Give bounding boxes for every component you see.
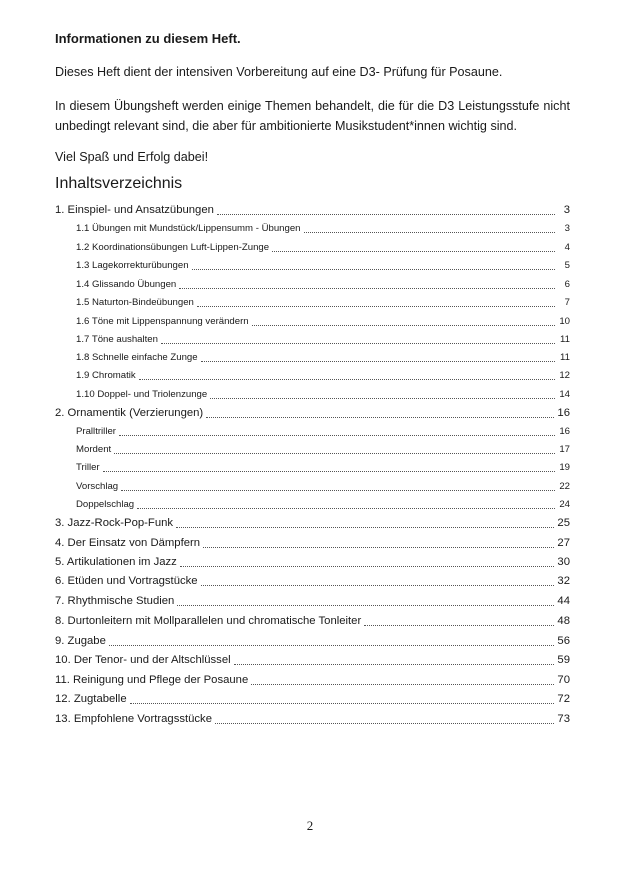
toc-subentry [76, 334, 570, 345]
toc-subentry [76, 279, 570, 290]
toc-entry-page: 59 [557, 654, 570, 666]
toc-dot-leader [215, 723, 554, 724]
toc-entry-page: 7 [564, 297, 570, 308]
toc-entry-page: 6 [564, 279, 570, 290]
toc-entry-label: 2. Ornamentik (Verzierungen) [55, 407, 204, 419]
toc-entry-page: 10 [559, 316, 570, 327]
toc-subentry [76, 352, 570, 363]
toc-entry-label: 1.1 Übungen mit Mundstück/Lippensumm - Übungen [76, 223, 301, 234]
toc-entry [55, 204, 570, 216]
toc-entry-label: 10. Der Tenor- und der Altschlüssel [55, 654, 231, 666]
toc-entry [55, 674, 570, 686]
toc-entry-page: 16 [559, 426, 570, 437]
toc-dot-leader [197, 306, 555, 307]
toc-dot-leader [201, 361, 555, 362]
toc-dot-leader [103, 471, 555, 472]
toc-entry-label: 1.4 Glissando Übungen [76, 279, 177, 290]
toc-entry [55, 575, 570, 587]
toc-entry-label: 1.9 Chromatik [76, 370, 136, 381]
toc-dot-leader [180, 566, 555, 567]
toc-entry-label: Pralltriller [76, 426, 116, 437]
toc-entry-label: 1.6 Töne mit Lippenspannung verändern [76, 316, 249, 327]
toc-entry-label: 1.10 Doppel- und Triolenzunge [76, 389, 208, 400]
toc-entry-page: 3 [563, 204, 570, 216]
toc-entry-page: 3 [564, 223, 570, 234]
toc-entry-page: 11 [560, 334, 570, 345]
toc-entry [55, 556, 570, 568]
toc-dot-leader [210, 398, 555, 399]
toc-entry-label: Triller [76, 462, 100, 473]
toc-entry-page: 22 [559, 481, 570, 492]
toc-entry-label: Mordent [76, 444, 112, 455]
toc-subentry [76, 316, 570, 327]
toc-entry-label: Vorschlag [76, 481, 119, 492]
toc-entry-label: 9. Zugabe [55, 635, 106, 647]
toc-entry-label: 6. Etüden und Vortragstücke [55, 575, 198, 587]
toc-entry-page: 14 [559, 389, 570, 400]
toc-dot-leader [203, 547, 554, 548]
toc-title: Inhaltsverzeichnis [55, 175, 183, 192]
toc-dot-leader [161, 343, 555, 344]
page-heading: Informationen zu diesem Heft. [55, 31, 241, 46]
toc-entry [55, 693, 570, 705]
toc-entry-page: 16 [557, 407, 570, 419]
toc-dot-leader [206, 417, 554, 418]
toc-entry-label: 1.7 Töne aushalten [76, 334, 158, 345]
toc-dot-leader [119, 435, 555, 436]
toc-dot-leader [139, 379, 555, 380]
toc-entry [55, 537, 570, 549]
toc-dot-leader [272, 251, 555, 252]
toc-entry-page: 32 [557, 575, 570, 587]
toc-entry-page: 19 [559, 462, 570, 473]
toc-entry-label: 4. Der Einsatz von Dämpfern [55, 537, 201, 549]
toc-dot-leader [137, 508, 555, 509]
toc-dot-leader [234, 664, 555, 665]
toc-entry-page: 11 [560, 352, 570, 363]
toc-entry-label: 12. Zugtabelle [55, 693, 127, 705]
toc-subentry [76, 462, 570, 473]
toc-entry-page: 72 [557, 693, 570, 705]
toc-entry [55, 615, 570, 627]
toc-dot-leader [130, 703, 555, 704]
toc-subentry [76, 426, 570, 437]
toc-dot-leader [217, 214, 555, 215]
topics-paragraph: In diesem Übungsheft werden einige Themen behandelt, die für die D3 Leistungsstufe nicht unbedingt relevant sind, die aber für ambitionierte Musikstudent*innen wichtig sind. [55, 99, 570, 133]
toc-subentry [76, 260, 570, 271]
toc-dot-leader [201, 585, 555, 586]
toc-dot-leader [192, 269, 555, 270]
toc-dot-leader [252, 325, 555, 326]
toc-subentry [76, 389, 570, 400]
toc-entry-label: 7. Rhythmische Studien [55, 595, 175, 607]
toc-entry-label: 11. Reinigung und Pflege der Posaune [55, 674, 249, 686]
toc-entry-page: 12 [559, 370, 570, 381]
toc-dot-leader [177, 605, 554, 606]
toc-entry-label: 1.8 Schnelle einfache Zunge [76, 352, 198, 363]
toc-entry-page: 4 [564, 242, 570, 253]
toc-entry-page: 48 [557, 615, 570, 627]
toc-entry [55, 517, 570, 529]
closing-paragraph: Viel Spaß und Erfolg dabei! [55, 150, 209, 164]
toc-dot-leader [114, 453, 555, 454]
toc-entry [55, 713, 570, 725]
toc-dot-leader [109, 645, 555, 646]
toc-entry-page: 44 [557, 595, 570, 607]
toc-entry-page: 70 [557, 674, 570, 686]
toc-dot-leader [176, 527, 554, 528]
toc-dot-leader [364, 625, 554, 626]
intro-paragraph: Dieses Heft dient der intensiven Vorbereitung auf eine D3- Prüfung für Posaune. [55, 65, 503, 79]
toc-entry-page: 30 [557, 556, 570, 568]
toc-entry-label: 3. Jazz-Rock-Pop-Funk [55, 517, 174, 529]
toc-subentry [76, 242, 570, 253]
toc-entry-page: 56 [557, 635, 570, 647]
toc-dot-leader [251, 684, 554, 685]
toc-entry-label: 1.2 Koordinationsübungen Luft-Lippen-Zunge [76, 242, 270, 253]
toc-entry-label: Doppelschlag [76, 499, 135, 510]
toc-subentry [76, 370, 570, 381]
toc-dot-leader [304, 232, 555, 233]
toc-entry [55, 595, 570, 607]
toc-entry [55, 654, 570, 666]
toc-entry-label: 1.3 Lagekorrekturübungen [76, 260, 189, 271]
toc-entry-label: 5. Artikulationen im Jazz [55, 556, 177, 568]
toc-entry-label: 13. Empfohlene Vortragsstücke [55, 713, 212, 725]
toc-subentry [76, 481, 570, 492]
toc-entry-page: 27 [557, 537, 570, 549]
toc-subentry [76, 223, 570, 234]
page-number: 2 [306, 818, 314, 833]
toc-entry-label: 1. Einspiel- und Ansatzübungen [55, 204, 214, 216]
toc-subentry [76, 297, 570, 308]
toc-entry-page: 25 [557, 517, 570, 529]
toc-subentry [76, 444, 570, 455]
toc-entry-label: 8. Durtonleitern mit Mollparallelen und chromatische Tonleiter [55, 615, 362, 627]
toc-entry-page: 17 [559, 444, 570, 455]
toc-entry [55, 407, 570, 419]
toc-dot-leader [121, 490, 555, 491]
toc-entry-page: 73 [557, 713, 570, 725]
toc-entry [55, 635, 570, 647]
toc-subentry [76, 499, 570, 510]
toc-entry-label: 1.5 Naturton-Bindeübungen [76, 297, 194, 308]
toc-entry-page: 5 [564, 260, 570, 271]
toc-entry-page: 24 [559, 499, 570, 510]
toc-dot-leader [179, 288, 555, 289]
